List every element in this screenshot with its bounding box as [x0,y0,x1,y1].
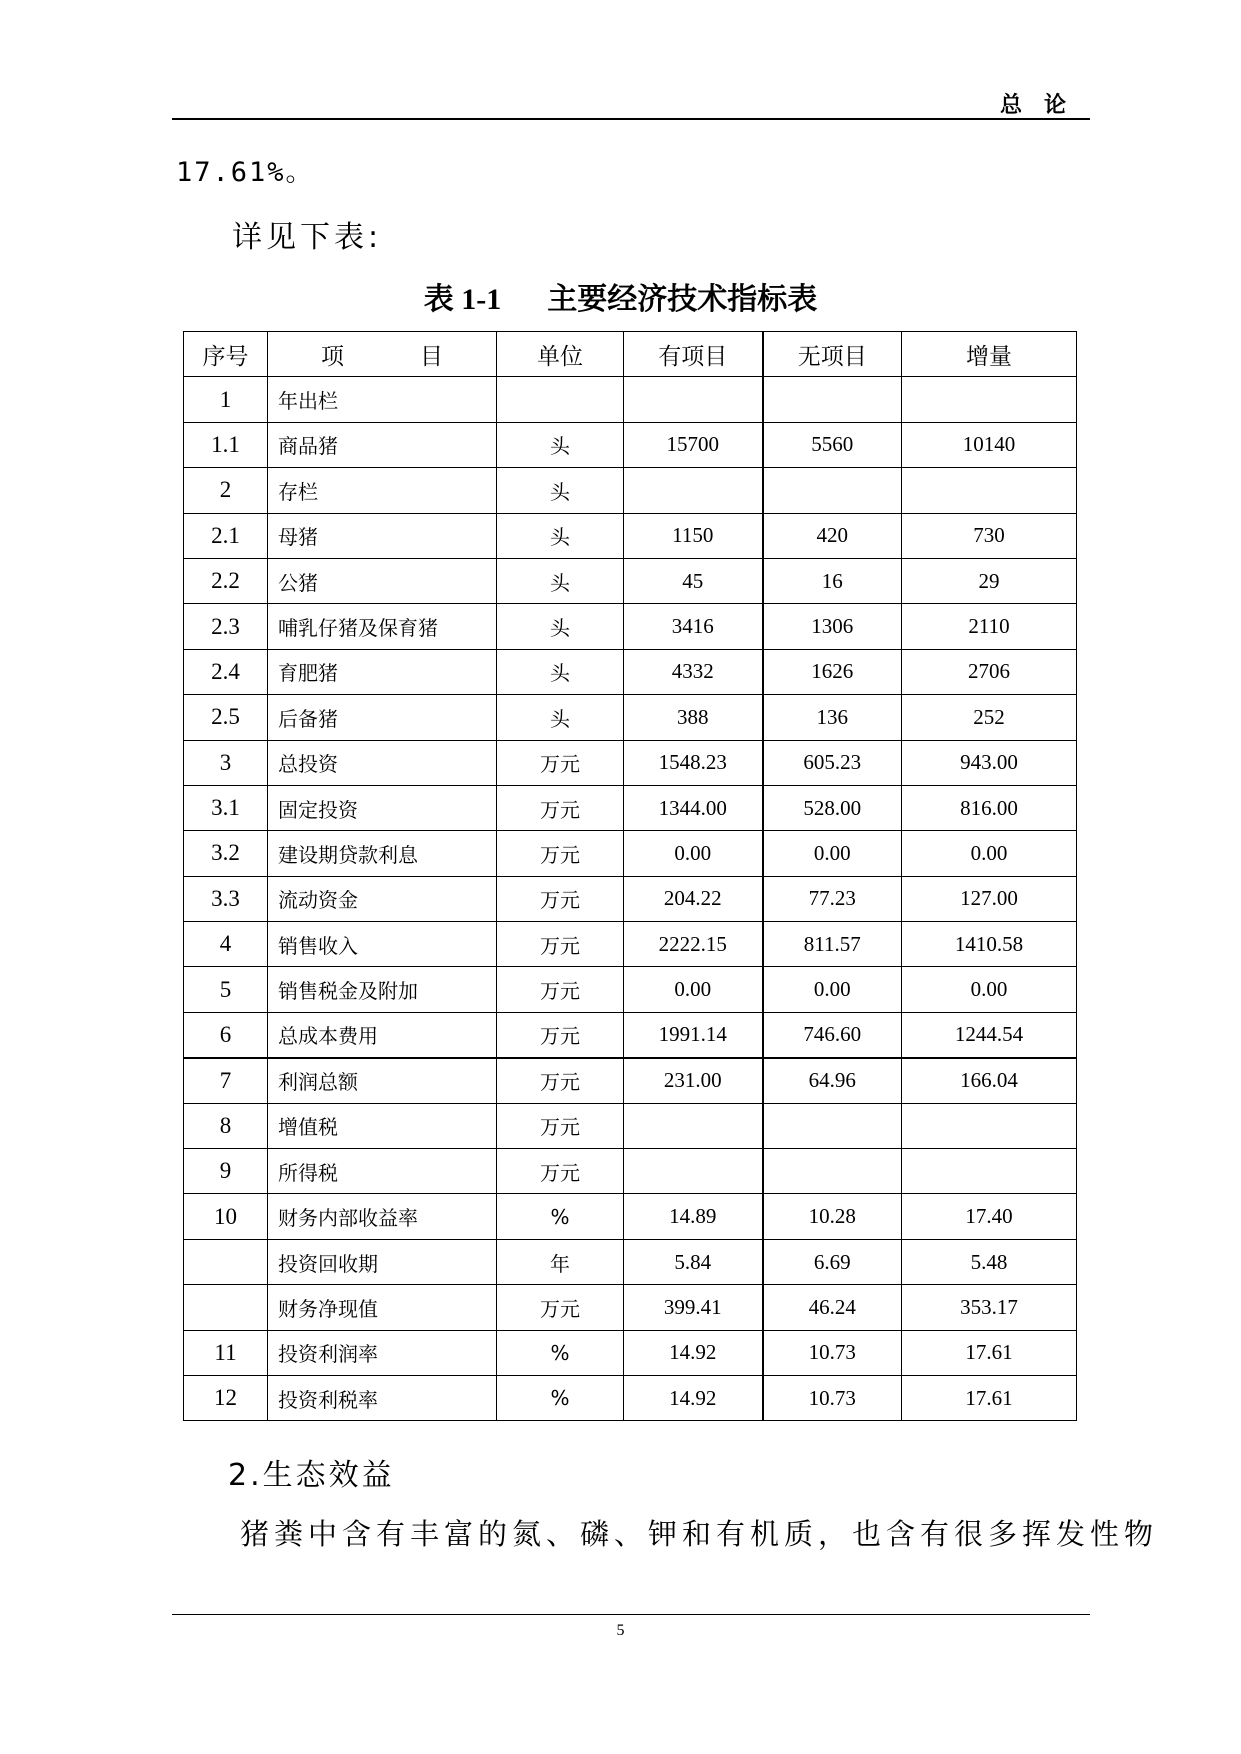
table-row [184,649,1077,694]
cell-with-project [624,468,763,513]
cell-increment [902,1149,1077,1194]
cell-without-project: 0.00 [763,967,902,1012]
cell-increment: 353.17 [902,1285,1077,1330]
cell-item-name: 商品猪 [268,422,497,467]
cell-without-project: 16 [763,558,902,603]
footer-divider [172,1614,1090,1615]
table-number: 表 1-1 [423,283,502,316]
cell-without-project: 0.00 [763,831,902,876]
cell-without-project: 10.28 [763,1194,902,1239]
cell-unit: % [497,1194,624,1239]
cell-unit: 万元 [497,967,624,1012]
table-row [184,967,1077,1012]
table-row [184,831,1077,876]
cell-seq: 7 [184,1058,268,1103]
cell-increment: 816.00 [902,785,1077,830]
table-header-row [184,332,1077,377]
cell-item-name: 财务内部收益率 [268,1194,497,1239]
cell-item-name: 建设期贷款利息 [268,831,497,876]
table-row [184,785,1077,830]
table-row [184,695,1077,740]
cell-unit: 万元 [497,1285,624,1330]
cell-seq: 2.5 [184,695,268,740]
cell-with-project: 14.89 [624,1194,763,1239]
cell-item-name: 投资回收期 [268,1239,497,1284]
cell-item-name: 哺乳仔猪及保育猪 [268,604,497,649]
cell-without-project: 6.69 [763,1239,902,1284]
cell-seq: 2.4 [184,649,268,694]
table-row [184,1194,1077,1239]
table-row [184,513,1077,558]
table-row [184,1058,1077,1103]
cell-with-project: 1548.23 [624,740,763,785]
column-header-increment: 增量 [902,332,1077,377]
cell-seq: 5 [184,967,268,1012]
cell-unit: 万元 [497,1012,624,1057]
cell-without-project: 746.60 [763,1012,902,1057]
cell-item-name: 总成本费用 [268,1012,497,1057]
table-intro-text: 详见下表: [232,220,383,255]
cell-without-project: 605.23 [763,740,902,785]
cell-without-project [763,1149,902,1194]
cell-unit: 万元 [497,785,624,830]
cell-unit: % [497,1330,624,1375]
cell-unit: 头 [497,604,624,649]
cell-without-project: 528.00 [763,785,902,830]
cell-without-project: 10.73 [763,1375,902,1420]
table-row [184,1285,1077,1330]
cell-unit: 头 [497,558,624,603]
cell-item-name: 年出栏 [268,377,497,422]
cell-without-project: 77.23 [763,876,902,921]
cell-seq: 6 [184,1012,268,1057]
cell-seq [184,1239,268,1284]
cell-item-name: 固定投资 [268,785,497,830]
cell-unit: % [497,1375,624,1420]
body-paragraph-text: 猪粪中含有丰富的氮、磷、钾和有机质，也含有很多挥发性物 [240,1517,1159,1551]
cell-seq: 1.1 [184,422,268,467]
cell-seq: 12 [184,1375,268,1420]
cell-item-name: 后备猪 [268,695,497,740]
cell-with-project: 2222.15 [624,922,763,967]
header-divider [172,118,1090,120]
cell-with-project: 3416 [624,604,763,649]
cell-item-name: 公猪 [268,558,497,603]
cell-seq: 8 [184,1103,268,1148]
table-title: 主要经济技术指标表 [547,282,818,317]
cell-with-project: 45 [624,558,763,603]
cell-item-name: 母猪 [268,513,497,558]
cell-increment [902,377,1077,422]
cell-with-project: 1991.14 [624,1012,763,1057]
cell-with-project: 5.84 [624,1239,763,1284]
cell-without-project: 10.73 [763,1330,902,1375]
cell-without-project: 420 [763,513,902,558]
cell-unit: 头 [497,422,624,467]
cell-without-project: 136 [763,695,902,740]
column-header-with-project: 有项目 [624,332,763,377]
cell-increment: 127.00 [902,876,1077,921]
cell-unit: 万元 [497,1103,624,1148]
cell-without-project [763,468,902,513]
table-row [184,740,1077,785]
continued-paragraph-text: 17.61%。 [176,157,315,188]
cell-without-project: 811.57 [763,922,902,967]
cell-with-project [624,1149,763,1194]
cell-with-project: 14.92 [624,1330,763,1375]
cell-increment: 5.48 [902,1239,1077,1284]
cell-increment: 730 [902,513,1077,558]
cell-unit: 头 [497,513,624,558]
cell-seq: 4 [184,922,268,967]
cell-with-project: 0.00 [624,831,763,876]
cell-seq: 2.3 [184,604,268,649]
cell-unit: 万元 [497,922,624,967]
cell-increment [902,468,1077,513]
cell-with-project: 388 [624,695,763,740]
cell-seq [184,1285,268,1330]
cell-unit: 头 [497,695,624,740]
cell-with-project: 15700 [624,422,763,467]
cell-item-name: 流动资金 [268,876,497,921]
cell-increment: 2110 [902,604,1077,649]
cell-increment: 10140 [902,422,1077,467]
column-header-item-part1: 项 [321,343,344,370]
cell-with-project: 399.41 [624,1285,763,1330]
cell-item-name: 总投资 [268,740,497,785]
cell-increment: 252 [902,695,1077,740]
cell-increment: 166.04 [902,1058,1077,1103]
cell-increment: 0.00 [902,831,1077,876]
cell-seq: 1 [184,377,268,422]
table-row [184,876,1077,921]
table-row [184,422,1077,467]
section-heading: 2.生态效益 [228,1458,395,1493]
cell-item-name: 销售税金及附加 [268,967,497,1012]
cell-item-name: 存栏 [268,468,497,513]
cell-with-project [624,377,763,422]
cell-item-name: 育肥猪 [268,649,497,694]
cell-unit: 头 [497,468,624,513]
column-header-seq: 序号 [184,332,268,377]
column-header-item [268,332,497,377]
cell-seq: 3.1 [184,785,268,830]
cell-item-name: 利润总额 [268,1058,497,1103]
cell-increment: 2706 [902,649,1077,694]
cell-without-project: 46.24 [763,1285,902,1330]
cell-without-project: 1306 [763,604,902,649]
table-row [184,1012,1077,1057]
cell-increment: 1410.58 [902,922,1077,967]
cell-seq: 2.1 [184,513,268,558]
cell-item-name: 投资利税率 [268,1375,497,1420]
cell-unit: 万元 [497,1058,624,1103]
column-header-item-part2: 目 [420,343,443,370]
cell-unit: 年 [497,1239,624,1284]
cell-seq: 9 [184,1149,268,1194]
table-row [184,558,1077,603]
cell-without-project: 1626 [763,649,902,694]
cell-increment [902,1103,1077,1148]
cell-unit: 头 [497,649,624,694]
cell-item-name: 销售收入 [268,922,497,967]
cell-unit: 万元 [497,740,624,785]
cell-without-project [763,1103,902,1148]
table-row [184,377,1077,422]
cell-unit: 万元 [497,831,624,876]
cell-without-project [763,377,902,422]
table-row [184,1149,1077,1194]
cell-with-project: 14.92 [624,1375,763,1420]
cell-seq: 3 [184,740,268,785]
cell-unit: 万元 [497,1149,624,1194]
cell-with-project: 4332 [624,649,763,694]
cell-unit [497,377,624,422]
cell-without-project: 5560 [763,422,902,467]
cell-unit: 万元 [497,876,624,921]
cell-increment: 1244.54 [902,1012,1077,1057]
cell-seq: 11 [184,1330,268,1375]
cell-item-name: 财务净现值 [268,1285,497,1330]
cell-increment: 0.00 [902,967,1077,1012]
cell-seq: 2 [184,468,268,513]
cell-with-project: 0.00 [624,967,763,1012]
cell-with-project: 1150 [624,513,763,558]
cell-increment: 17.61 [902,1330,1077,1375]
cell-increment: 17.61 [902,1375,1077,1420]
cell-item-name: 增值税 [268,1103,497,1148]
economic-indicators-table [183,331,1077,1421]
cell-seq: 3.2 [184,831,268,876]
cell-with-project: 1344.00 [624,785,763,830]
cell-with-project [624,1103,763,1148]
cell-increment: 17.40 [902,1194,1077,1239]
table-row [184,1103,1077,1148]
cell-seq: 2.2 [184,558,268,603]
table-row [184,1239,1077,1284]
table-row [184,468,1077,513]
cell-item-name: 所得税 [268,1149,497,1194]
cell-with-project: 231.00 [624,1058,763,1103]
table-caption [0,274,1241,318]
table-row [184,604,1077,649]
cell-increment: 29 [902,558,1077,603]
cell-item-name: 投资利润率 [268,1330,497,1375]
cell-seq: 3.3 [184,876,268,921]
cell-with-project: 204.22 [624,876,763,921]
table-row [184,1375,1077,1420]
column-header-without-project: 无项目 [763,332,902,377]
cell-without-project: 64.96 [763,1058,902,1103]
table-row [184,1330,1077,1375]
column-header-unit: 单位 [497,332,624,377]
page-number: 5 [616,1622,625,1639]
running-header-title: 总 论 [1000,93,1067,118]
cell-seq: 10 [184,1194,268,1239]
cell-increment: 943.00 [902,740,1077,785]
table-row [184,922,1077,967]
